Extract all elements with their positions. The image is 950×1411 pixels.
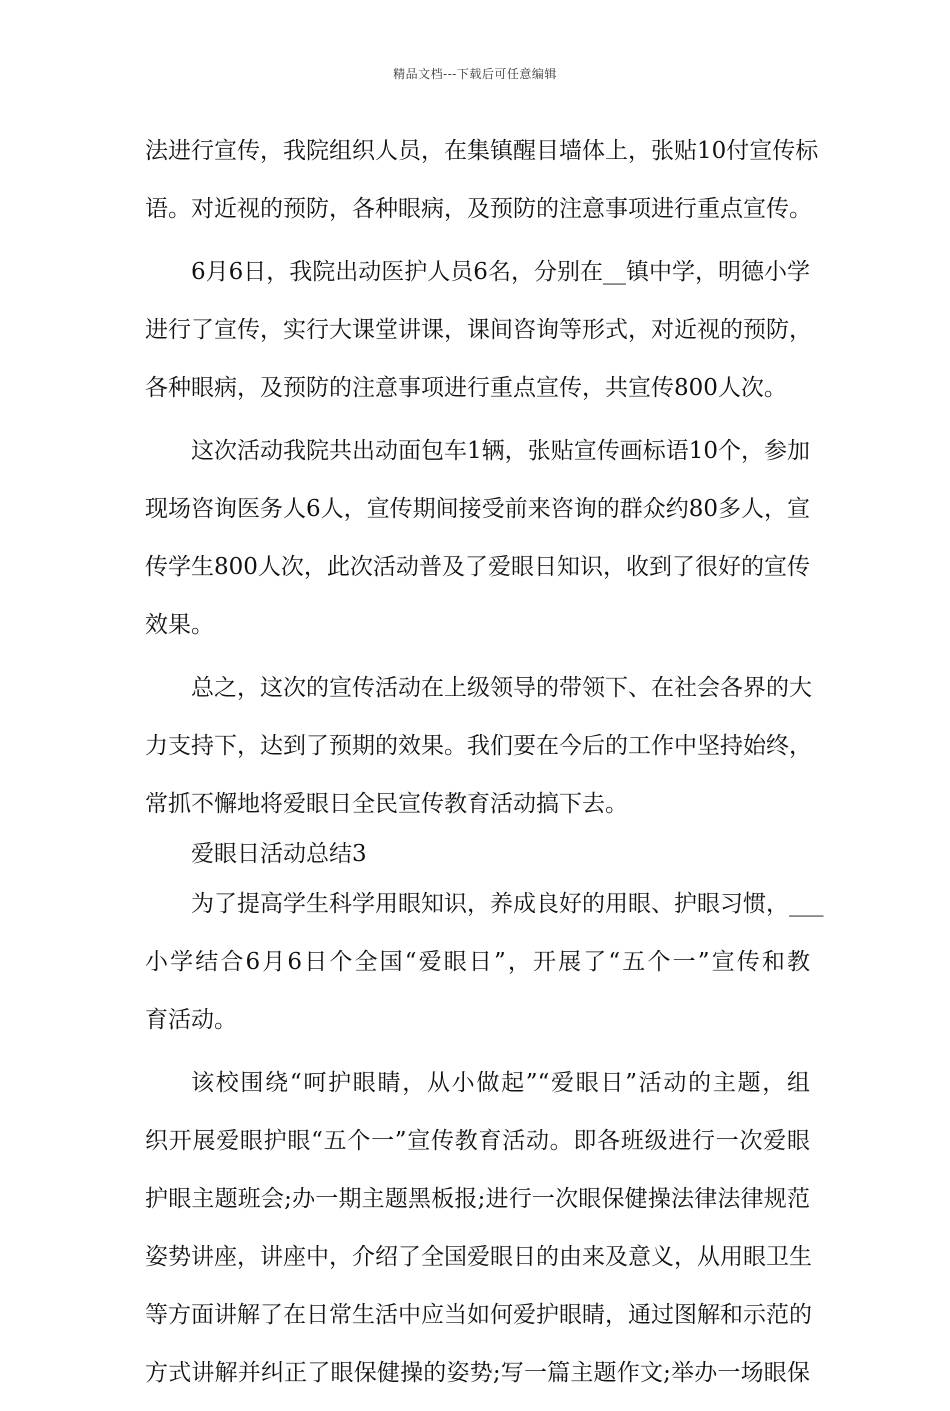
- text-line: 常抓不懈地将爱眼日全民宣传教育活动搞下去。: [145, 791, 628, 817]
- text-line: 为了提高学生科学用眼知识，养成良好的用眼、护眼习惯，___: [191, 891, 824, 917]
- text-line: 这次活动我院共出动面包车1辆，张贴宣传画标语10个，参加: [191, 438, 810, 464]
- text-line: 育活动。: [145, 1007, 237, 1033]
- text-line: 方式讲解并纠正了眼保健操的姿势;写一篇主题作文;举办一场眼保: [145, 1360, 810, 1386]
- text-line: 护眼主题班会;办一期主题黑板报;进行一次眼保健操法律法律规范: [145, 1186, 810, 1212]
- document-body: [145, 131, 824, 1411]
- text-line: 姿势讲座，讲座中，介绍了全国爱眼日的由来及意义，从用眼卫生: [145, 1244, 812, 1270]
- text-line: 力支持下，达到了预期的效果。我们要在今后的工作中坚持始终，: [145, 733, 812, 759]
- text-line: 传学生800人次，此次活动普及了爱眼日知识，收到了很好的宣传: [145, 554, 810, 580]
- text-line: 等方面讲解了在日常生活中应当如何爱护眼睛，通过图解和示范的: [145, 1302, 812, 1328]
- text-line: 效果。: [145, 612, 214, 638]
- text-line: 进行了宣传，实行大课堂讲课，课间咨询等形式，对近视的预防，: [145, 317, 812, 343]
- text-line: 小学结合6月6日个全国“爱眼日”，开展了“五个一”宣传和教: [145, 949, 810, 975]
- text-line: 现场咨询医务人6人，宣传期间接受前来咨询的群众约80多人，宣: [145, 496, 810, 522]
- text-line: 语。对近视的预防，各种眼病，及预防的注意事项进行重点宣传。: [145, 196, 812, 222]
- text-line: 6月6日，我院出动医护人员6名，分别在__镇中学，明德小学: [191, 259, 810, 285]
- text-line: 织开展爱眼护眼“五个一”宣传教育活动。即各班级进行一次爱眼: [145, 1128, 810, 1154]
- text-line: 各种眼病，及预防的注意事项进行重点宣传，共宣传800人次。: [145, 375, 787, 401]
- section-title: 爱眼日活动总结3: [191, 841, 367, 867]
- text-line: 该校围绕“呵护眼睛，从小做起”“爱眼日”活动的主题，组: [191, 1070, 810, 1096]
- text-line: 法进行宣传，我院组织人员，在集镇醒目墙体上，张贴10付宣传标: [145, 138, 819, 164]
- page-header: 精品文档---下载后可任意编辑: [393, 67, 557, 81]
- text-line: 总之，这次的宣传活动在上级领导的带领下、在社会各界的大: [191, 675, 812, 701]
